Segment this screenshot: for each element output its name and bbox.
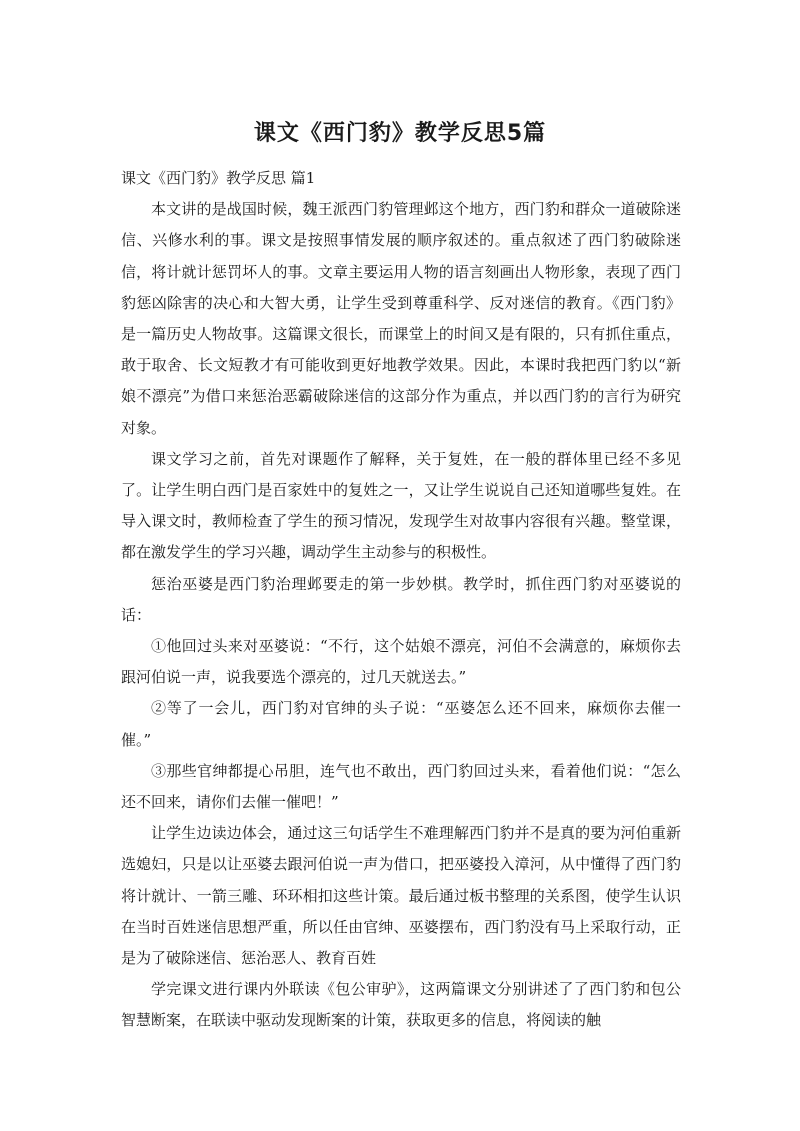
paragraph: 课文学习之前，首先对课题作了解释，关于复姓，在一般的群体里已经不多见了。让学生明白西门是百家姓中的复姓之一，又让学生说说自己还知道哪些复姓。在导入课文时，教师检查了学生的预习情况，发现学生对故事内容很有兴趣。整堂课，都在激发学生的学习兴趣，调动学生主动参与的积极性。 [121, 449, 681, 562]
paragraph: 让学生边读边体会，通过这三句话学生不难理解西门豹并不是真的要为河伯重新选媳妇，只是以让巫婆去跟河伯说一声为借口，把巫婆投入漳河，从中懂得了西门豹将计就计、一箭三雕、环环相扣这些计策。最后通过板书整理的关系图，使学生认识在当时百姓迷信思想严重，所以任由官绅、巫婆摆布，西门豹没有马上采取行动，正是为了破除迷信、惩治恶人、教育百姓 [121, 824, 681, 968]
paragraph: ③那些官绅都提心吊胆，连气也不敢出，西门豹回过头来，看着他们说：“怎么还不回来，请你们去催一催吧！” [121, 761, 681, 812]
document-body [121, 163, 681, 1037]
paragraph: 惩治巫婆是西门豹治理邺要走的第一步妙棋。教学时，抓住西门豹对巫婆说的话： [121, 574, 681, 624]
paragraph: ①他回过头来对巫婆说：“不行，这个姑娘不漂亮，河伯不会满意的，麻烦你去跟河伯说一声，说我要选个漂亮的，过几天就送去。” [121, 637, 681, 687]
section-heading: 课文《西门豹》教学反思 篇1 [121, 169, 316, 187]
document-title: 课文《西门豹》教学反思5篇 [253, 121, 547, 146]
paragraph: 学完课文进行课内外联读《包公审驴》，这两篇课文分别讲述了了西门豹和包公智慧断案，在联读中驱动发现断案的计策，获取更多的信息，将阅读的触 [121, 980, 681, 1030]
paragraph: 本文讲的是战国时候，魏王派西门豹管理邺这个地方，西门豹和群众一道破除迷信、兴修水利的事。课文是按照事情发展的顺序叙述的。重点叙述了西门豹破除迷信，将计就计惩罚坏人的事。文章主要运用人物的语言刻画出人物形象，表现了西门豹惩凶除害的决心和大智大勇，让学生受到尊重科学、反对迷信的教育。《西门豹》是一篇历史人物故事。这篇课文很长，而课堂上的时间又是有限的，只有抓住重点，敢于取舍、长文短教才有可能收到更好地教学效果。因此，本课时我把西门豹以“新娘不漂亮”为借口来惩治恶霸破除迷信的这部分作为重点，并以西门豹的言行为研究对象。 [121, 200, 681, 437]
paragraph: ②等了一会儿，西门豹对官绅的头子说：“巫婆怎么还不回来，麻烦你去催一催。” [121, 699, 681, 749]
